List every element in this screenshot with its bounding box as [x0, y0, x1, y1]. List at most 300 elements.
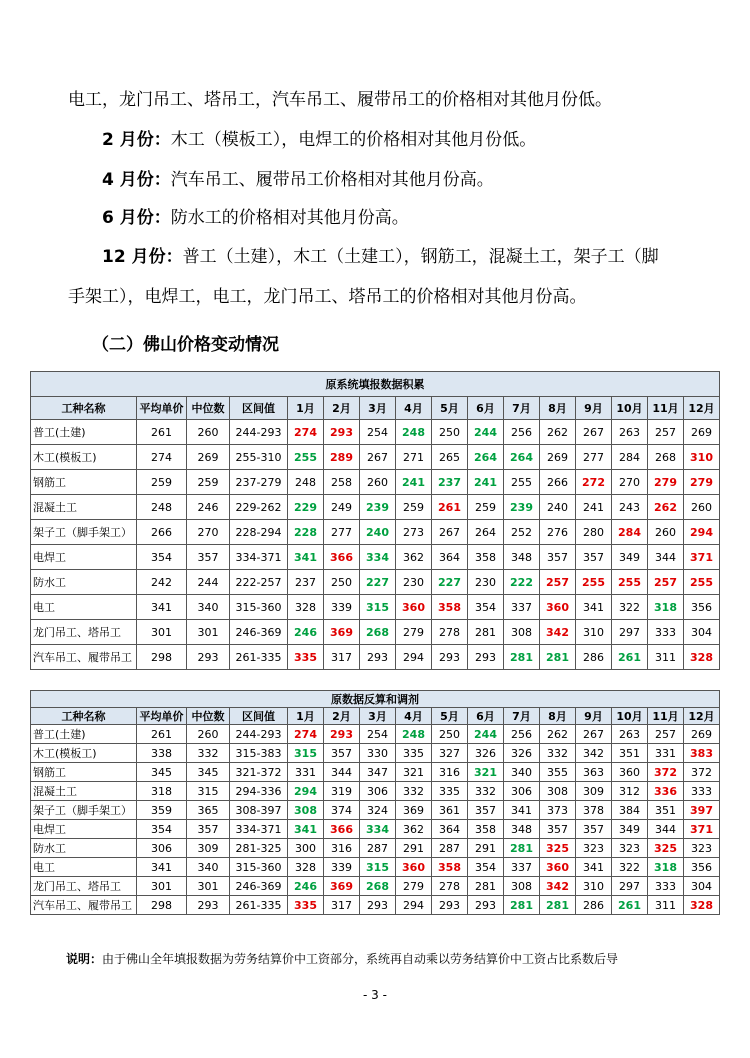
- month-price-cell: 363: [576, 763, 612, 782]
- month-price-cell: 300: [288, 839, 324, 858]
- month-price-cell: 248: [396, 420, 432, 445]
- column-header: 8月: [540, 397, 576, 420]
- table-row: [31, 801, 720, 820]
- month-price-cell: 335: [288, 896, 324, 915]
- month-price-cell: 354: [468, 858, 504, 877]
- note: [66, 950, 618, 967]
- median-cell: 345: [187, 763, 230, 782]
- month-price-cell: 293: [324, 725, 360, 744]
- month-price-cell: 315: [360, 858, 396, 877]
- median-cell: 244: [187, 570, 230, 595]
- month-price-cell: 240: [540, 495, 576, 520]
- column-header: 工种名称: [31, 397, 137, 420]
- month-price-cell: 325: [648, 839, 684, 858]
- month-price-cell: 264: [504, 445, 540, 470]
- month-price-cell: 237: [432, 470, 468, 495]
- month-price-cell: 342: [540, 620, 576, 645]
- column-header: 10月: [612, 708, 648, 725]
- month-price-cell: 281: [540, 645, 576, 670]
- column-header: 平均单价: [137, 397, 187, 420]
- month-price-cell: 259: [468, 495, 504, 520]
- column-header: 10月: [612, 397, 648, 420]
- table-row: [31, 782, 720, 801]
- month-price-cell: 222: [504, 570, 540, 595]
- paragraph-line: [102, 245, 690, 269]
- month-price-cell: 246: [288, 620, 324, 645]
- month-price-cell: 321: [396, 763, 432, 782]
- table-row: [31, 763, 720, 782]
- table-row: [31, 495, 720, 520]
- range-cell: 246-369: [230, 877, 288, 896]
- median-cell: 301: [187, 877, 230, 896]
- paragraph-text: 汽车吊工、履带吊工价格相对其他月份高。: [170, 170, 494, 190]
- month-price-cell: 357: [540, 545, 576, 570]
- month-price-cell: 241: [396, 470, 432, 495]
- paragraph-line: [68, 88, 690, 112]
- month-price-cell: 259: [396, 495, 432, 520]
- month-price-cell: 344: [648, 820, 684, 839]
- month-price-cell: 356: [684, 858, 720, 877]
- month-price-cell: 280: [576, 520, 612, 545]
- month-price-cell: 360: [396, 858, 432, 877]
- month-price-cell: 361: [432, 801, 468, 820]
- worker-type-cell: 电焊工: [31, 545, 137, 570]
- worker-type-cell: 防水工: [31, 839, 137, 858]
- month-price-cell: 326: [504, 744, 540, 763]
- month-price-cell: 297: [612, 620, 648, 645]
- table-row: [31, 595, 720, 620]
- range-cell: 255-310: [230, 445, 288, 470]
- month-price-cell: 250: [324, 570, 360, 595]
- month-label: 2 月份：: [102, 130, 171, 150]
- column-header: 平均单价: [137, 708, 187, 725]
- median-cell: 246: [187, 495, 230, 520]
- month-price-cell: 372: [684, 763, 720, 782]
- month-price-cell: 294: [396, 645, 432, 670]
- month-price-cell: 378: [576, 801, 612, 820]
- month-price-cell: 256: [504, 420, 540, 445]
- table-row: [31, 420, 720, 445]
- month-price-cell: 227: [360, 570, 396, 595]
- month-price-cell: 371: [684, 545, 720, 570]
- table-row: [31, 445, 720, 470]
- column-header: 5月: [432, 708, 468, 725]
- month-price-cell: 306: [504, 782, 540, 801]
- month-price-cell: 255: [288, 445, 324, 470]
- month-price-cell: 358: [432, 595, 468, 620]
- month-price-cell: 341: [288, 820, 324, 839]
- month-price-cell: 384: [612, 801, 648, 820]
- month-price-cell: 366: [324, 545, 360, 570]
- range-cell: 244-293: [230, 725, 288, 744]
- month-price-cell: 261: [612, 896, 648, 915]
- month-price-cell: 243: [612, 495, 648, 520]
- average-price-cell: 341: [137, 858, 187, 877]
- month-price-cell: 397: [684, 801, 720, 820]
- month-price-cell: 323: [612, 839, 648, 858]
- median-cell: 293: [187, 645, 230, 670]
- month-price-cell: 369: [324, 877, 360, 896]
- month-price-cell: 293: [360, 896, 396, 915]
- month-price-cell: 334: [360, 545, 396, 570]
- month-price-cell: 289: [324, 445, 360, 470]
- column-header: 11月: [648, 708, 684, 725]
- month-price-cell: 244: [468, 725, 504, 744]
- month-price-cell: 257: [648, 725, 684, 744]
- median-cell: 260: [187, 420, 230, 445]
- month-price-cell: 334: [360, 820, 396, 839]
- month-price-cell: 281: [504, 645, 540, 670]
- average-price-cell: 259: [137, 470, 187, 495]
- month-price-cell: 263: [612, 725, 648, 744]
- month-price-cell: 369: [396, 801, 432, 820]
- median-cell: 309: [187, 839, 230, 858]
- month-price-cell: 357: [540, 820, 576, 839]
- month-price-cell: 240: [360, 520, 396, 545]
- median-cell: 269: [187, 445, 230, 470]
- month-price-cell: 260: [360, 470, 396, 495]
- month-price-cell: 351: [648, 801, 684, 820]
- note-text: 由于佛山全年填报数据为劳务结算价中工资部分，系统再自动乘以劳务结算价中工资占比系数后导: [102, 952, 619, 966]
- month-price-cell: 241: [576, 495, 612, 520]
- month-price-cell: 357: [468, 801, 504, 820]
- month-price-cell: 286: [576, 896, 612, 915]
- average-price-cell: 338: [137, 744, 187, 763]
- month-price-cell: 369: [324, 620, 360, 645]
- range-cell: 237-279: [230, 470, 288, 495]
- table-caption: 原数据反算和调剂: [31, 691, 720, 708]
- month-price-cell: 304: [684, 877, 720, 896]
- worker-type-cell: 普工(土建): [31, 725, 137, 744]
- month-price-cell: 328: [684, 896, 720, 915]
- paragraph-text: 电工，龙门吊工、塔吊工，汽车吊工、履带吊工的价格相对其他月份低。: [68, 90, 612, 110]
- month-price-cell: 337: [504, 595, 540, 620]
- month-price-cell: 246: [288, 877, 324, 896]
- average-price-cell: 301: [137, 877, 187, 896]
- month-price-cell: 293: [468, 896, 504, 915]
- month-price-cell: 340: [504, 763, 540, 782]
- month-price-cell: 267: [576, 725, 612, 744]
- month-price-cell: 308: [504, 620, 540, 645]
- month-price-cell: 252: [504, 520, 540, 545]
- month-price-cell: 310: [576, 620, 612, 645]
- table-row: [31, 896, 720, 915]
- month-price-cell: 372: [648, 763, 684, 782]
- month-price-cell: 277: [576, 445, 612, 470]
- month-price-cell: 227: [432, 570, 468, 595]
- average-price-cell: 354: [137, 820, 187, 839]
- month-price-cell: 266: [540, 470, 576, 495]
- month-price-cell: 241: [468, 470, 504, 495]
- month-price-cell: 360: [612, 763, 648, 782]
- month-price-cell: 284: [612, 520, 648, 545]
- month-price-cell: 273: [396, 520, 432, 545]
- month-price-cell: 229: [288, 495, 324, 520]
- month-price-cell: 341: [504, 801, 540, 820]
- month-price-cell: 249: [324, 495, 360, 520]
- month-price-cell: 354: [468, 595, 504, 620]
- month-price-cell: 328: [288, 858, 324, 877]
- month-price-cell: 348: [504, 820, 540, 839]
- month-price-cell: 383: [684, 744, 720, 763]
- table-row: [31, 645, 720, 670]
- month-price-cell: 269: [684, 725, 720, 744]
- month-price-cell: 287: [432, 839, 468, 858]
- column-header: 6月: [468, 708, 504, 725]
- month-price-cell: 268: [648, 445, 684, 470]
- month-price-cell: 360: [540, 858, 576, 877]
- month-price-cell: 239: [360, 495, 396, 520]
- month-price-cell: 268: [360, 877, 396, 896]
- month-price-cell: 281: [504, 896, 540, 915]
- paragraph-line: [102, 168, 690, 192]
- month-price-cell: 230: [468, 570, 504, 595]
- average-price-cell: 345: [137, 763, 187, 782]
- range-cell: 308-397: [230, 801, 288, 820]
- worker-type-cell: 架子工（脚手架工）: [31, 520, 137, 545]
- month-price-cell: 336: [648, 782, 684, 801]
- price-table-original: [30, 371, 720, 670]
- month-price-cell: 263: [612, 420, 648, 445]
- month-price-cell: 267: [432, 520, 468, 545]
- month-price-cell: 326: [468, 744, 504, 763]
- month-price-cell: 341: [576, 595, 612, 620]
- month-price-cell: 255: [612, 570, 648, 595]
- column-header: 7月: [504, 708, 540, 725]
- month-price-cell: 277: [324, 520, 360, 545]
- month-price-cell: 250: [432, 420, 468, 445]
- month-price-cell: 257: [648, 570, 684, 595]
- table-row: [31, 839, 720, 858]
- month-price-cell: 244: [468, 420, 504, 445]
- month-price-cell: 291: [396, 839, 432, 858]
- worker-type-cell: 木工(模板工): [31, 445, 137, 470]
- month-price-cell: 267: [360, 445, 396, 470]
- worker-type-cell: 汽车吊工、履带吊工: [31, 645, 137, 670]
- median-cell: 340: [187, 595, 230, 620]
- month-price-cell: 293: [468, 645, 504, 670]
- month-price-cell: 281: [468, 620, 504, 645]
- month-price-cell: 310: [576, 877, 612, 896]
- price-table-adjusted: [30, 690, 720, 915]
- range-cell: 334-371: [230, 545, 288, 570]
- table-row: [31, 470, 720, 495]
- worker-type-cell: 钢筋工: [31, 470, 137, 495]
- average-price-cell: 266: [137, 520, 187, 545]
- average-price-cell: 354: [137, 545, 187, 570]
- table-row: [31, 570, 720, 595]
- month-price-cell: 284: [612, 445, 648, 470]
- median-cell: 357: [187, 820, 230, 839]
- range-cell: 334-371: [230, 820, 288, 839]
- month-price-cell: 293: [432, 645, 468, 670]
- month-price-cell: 332: [540, 744, 576, 763]
- month-price-cell: 339: [324, 858, 360, 877]
- month-price-cell: 328: [288, 595, 324, 620]
- month-price-cell: 342: [540, 877, 576, 896]
- month-price-cell: 339: [324, 595, 360, 620]
- month-price-cell: 366: [324, 820, 360, 839]
- month-price-cell: 322: [612, 858, 648, 877]
- month-price-cell: 332: [396, 782, 432, 801]
- table-row: [31, 620, 720, 645]
- month-price-cell: 319: [324, 782, 360, 801]
- table-caption: 原系统填报数据积累: [31, 372, 720, 397]
- table-row: [31, 545, 720, 570]
- column-header: 中位数: [187, 708, 230, 725]
- month-price-cell: 255: [684, 570, 720, 595]
- month-price-cell: 262: [540, 725, 576, 744]
- month-price-cell: 327: [432, 744, 468, 763]
- month-price-cell: 293: [360, 645, 396, 670]
- month-price-cell: 278: [432, 620, 468, 645]
- month-price-cell: 287: [360, 839, 396, 858]
- month-price-cell: 317: [324, 896, 360, 915]
- month-price-cell: 364: [432, 820, 468, 839]
- worker-type-cell: 电焊工: [31, 820, 137, 839]
- column-header: 11月: [648, 397, 684, 420]
- month-price-cell: 357: [324, 744, 360, 763]
- column-header: 4月: [396, 397, 432, 420]
- month-price-cell: 293: [324, 420, 360, 445]
- column-header: 2月: [324, 708, 360, 725]
- column-header: 1月: [288, 708, 324, 725]
- month-price-cell: 358: [468, 545, 504, 570]
- range-cell: 294-336: [230, 782, 288, 801]
- median-cell: 332: [187, 744, 230, 763]
- month-price-cell: 257: [648, 420, 684, 445]
- column-header: 6月: [468, 397, 504, 420]
- median-cell: 340: [187, 858, 230, 877]
- month-price-cell: 335: [432, 782, 468, 801]
- month-price-cell: 268: [360, 620, 396, 645]
- range-cell: 229-262: [230, 495, 288, 520]
- range-cell: 315-360: [230, 595, 288, 620]
- column-header: 4月: [396, 708, 432, 725]
- column-header: 5月: [432, 397, 468, 420]
- month-price-cell: 279: [648, 470, 684, 495]
- column-header: 2月: [324, 397, 360, 420]
- average-price-cell: 248: [137, 495, 187, 520]
- month-price-cell: 279: [684, 470, 720, 495]
- month-price-cell: 262: [540, 420, 576, 445]
- range-cell: 228-294: [230, 520, 288, 545]
- worker-type-cell: 龙门吊工、塔吊工: [31, 620, 137, 645]
- month-price-cell: 349: [612, 820, 648, 839]
- range-cell: 315-383: [230, 744, 288, 763]
- month-price-cell: 293: [432, 896, 468, 915]
- paragraph-line: [102, 206, 690, 230]
- month-price-cell: 330: [360, 744, 396, 763]
- month-price-cell: 318: [648, 858, 684, 877]
- table-row: [31, 725, 720, 744]
- median-cell: 260: [187, 725, 230, 744]
- month-label: 12 月份：: [102, 247, 183, 267]
- worker-type-cell: 钢筋工: [31, 763, 137, 782]
- month-price-cell: 315: [288, 744, 324, 763]
- month-price-cell: 281: [540, 896, 576, 915]
- month-price-cell: 341: [576, 858, 612, 877]
- month-price-cell: 260: [648, 520, 684, 545]
- median-cell: 270: [187, 520, 230, 545]
- average-price-cell: 301: [137, 620, 187, 645]
- month-price-cell: 262: [648, 495, 684, 520]
- month-price-cell: 311: [648, 896, 684, 915]
- month-price-cell: 254: [360, 725, 396, 744]
- column-header: 9月: [576, 397, 612, 420]
- month-price-cell: 322: [612, 595, 648, 620]
- average-price-cell: 359: [137, 801, 187, 820]
- month-price-cell: 323: [684, 839, 720, 858]
- month-price-cell: 323: [576, 839, 612, 858]
- paragraph-line: [102, 128, 690, 152]
- month-price-cell: 362: [396, 545, 432, 570]
- month-price-cell: 248: [396, 725, 432, 744]
- average-price-cell: 318: [137, 782, 187, 801]
- month-price-cell: 357: [576, 545, 612, 570]
- range-cell: 315-360: [230, 858, 288, 877]
- median-cell: 357: [187, 545, 230, 570]
- month-price-cell: 281: [504, 839, 540, 858]
- month-price-cell: 274: [288, 420, 324, 445]
- month-price-cell: 358: [468, 820, 504, 839]
- month-price-cell: 257: [540, 570, 576, 595]
- month-price-cell: 239: [504, 495, 540, 520]
- column-header: 3月: [360, 397, 396, 420]
- month-price-cell: 270: [612, 470, 648, 495]
- month-price-cell: 261: [612, 645, 648, 670]
- paragraph-text: 手架工），电焊工，电工，龙门吊工、塔吊工的价格相对其他月份高。: [68, 287, 587, 307]
- month-price-cell: 278: [432, 877, 468, 896]
- month-price-cell: 264: [468, 520, 504, 545]
- month-price-cell: 271: [396, 445, 432, 470]
- section-title: （二）佛山价格变动情况: [92, 335, 279, 355]
- month-price-cell: 254: [360, 420, 396, 445]
- month-price-cell: 255: [576, 570, 612, 595]
- month-price-cell: 272: [576, 470, 612, 495]
- range-cell: 261-335: [230, 896, 288, 915]
- month-price-cell: 304: [684, 620, 720, 645]
- month-price-cell: 335: [396, 744, 432, 763]
- range-cell: 246-369: [230, 620, 288, 645]
- month-price-cell: 261: [432, 495, 468, 520]
- median-cell: 259: [187, 470, 230, 495]
- month-price-cell: 276: [540, 520, 576, 545]
- month-price-cell: 328: [684, 645, 720, 670]
- month-price-cell: 264: [468, 445, 504, 470]
- month-price-cell: 344: [324, 763, 360, 782]
- month-price-cell: 315: [360, 595, 396, 620]
- paragraph-text: 木工（模板工），电焊工的价格相对其他月份低。: [170, 130, 537, 150]
- worker-type-cell: 电工: [31, 595, 137, 620]
- month-price-cell: 351: [612, 744, 648, 763]
- column-header: 中位数: [187, 397, 230, 420]
- month-price-cell: 250: [432, 725, 468, 744]
- month-price-cell: 357: [576, 820, 612, 839]
- month-price-cell: 308: [504, 877, 540, 896]
- month-price-cell: 364: [432, 545, 468, 570]
- column-header: 工种名称: [31, 708, 137, 725]
- average-price-cell: 298: [137, 645, 187, 670]
- median-cell: 365: [187, 801, 230, 820]
- worker-type-cell: 防水工: [31, 570, 137, 595]
- month-price-cell: 274: [288, 725, 324, 744]
- column-header: 区间值: [230, 708, 288, 725]
- average-price-cell: 341: [137, 595, 187, 620]
- average-price-cell: 306: [137, 839, 187, 858]
- worker-type-cell: 混凝土工: [31, 782, 137, 801]
- month-price-cell: 325: [540, 839, 576, 858]
